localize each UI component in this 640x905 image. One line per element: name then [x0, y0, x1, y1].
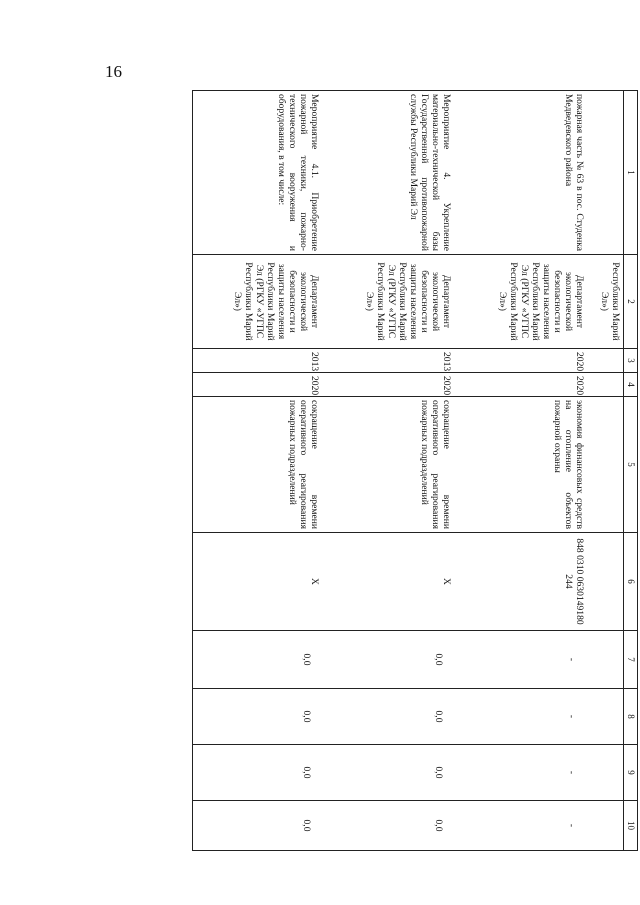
cell-result: экономия финансовых средств на отопление объектов пожарной охраны: [455, 397, 588, 533]
rotated-page-content: [142, 90, 638, 850]
cell-executor: Республики Марий Эл»): [588, 255, 624, 349]
cell-end-year: 2020: [455, 373, 588, 397]
cell-value: 0,0: [323, 801, 455, 851]
cell-start-year: 2020: [455, 349, 588, 373]
table-row: [323, 91, 455, 851]
cell-value: 0,0: [323, 631, 455, 689]
column-header: 10: [624, 801, 638, 851]
cell-value: [588, 801, 624, 851]
column-header: 1: [624, 91, 638, 255]
cell-value: -: [455, 631, 588, 689]
cell-start-year: 2013: [193, 349, 323, 373]
cell-budget-code: X: [323, 533, 455, 631]
cell-budget-code: X: [193, 533, 323, 631]
column-header: 8: [624, 689, 638, 745]
program-activities-table: [192, 90, 638, 851]
page-number: 16: [105, 62, 122, 81]
cell-end-year: 2020: [323, 373, 455, 397]
column-number-row: [624, 91, 638, 851]
cell-value: [588, 689, 624, 745]
cell-end-year: 2020: [193, 373, 323, 397]
table-row-continuation: [588, 91, 624, 851]
cell-executor: Департамент экологической безопасности и защиты населения Республики Марий Эл (РГКУ «УГПС Республики Марий Эл»): [455, 255, 588, 349]
cell-executor: Департамент экологической безопасности и защиты населения Республики Марий Эл (РГКУ «УГПС Республики Марий Эл»): [193, 255, 323, 349]
cell-value: 0,0: [193, 801, 323, 851]
cell-value: [588, 631, 624, 689]
cell-activity: Мероприятие 4. Укрепление материально-технической базы Государственной противопожарной службы Республики Марий Эл: [323, 91, 455, 255]
cell-value: -: [455, 745, 588, 801]
cell-activity: Мероприятие 4.1. Приобретение пожарной техники, пожарно-технического вооружения и оборудования, в том числе:: [193, 91, 323, 255]
cell-value: 0,0: [193, 745, 323, 801]
column-header: 9: [624, 745, 638, 801]
column-header: 6: [624, 533, 638, 631]
cell-value: 0,0: [323, 689, 455, 745]
cell-value: 0,0: [193, 689, 323, 745]
cell-value: -: [455, 801, 588, 851]
cell-budget-code: [588, 533, 624, 631]
cell-value: 0,0: [323, 745, 455, 801]
cell-activity: пожарная часть № 63 в пос. Студенка Медведевского района: [455, 91, 588, 255]
cell-activity: [588, 91, 624, 255]
cell-result: сокращение времени оперативного реагирования пожарных подразделений: [193, 397, 323, 533]
cell-result: [588, 397, 624, 533]
cell-end-year: [588, 373, 624, 397]
cell-start-year: [588, 349, 624, 373]
cell-executor: Департамент экологической безопасности и защиты населения Республики Марий Эл (РГКУ «УГПС Республики Марий Эл»): [323, 255, 455, 349]
column-header: 4: [624, 373, 638, 397]
column-header: 5: [624, 397, 638, 533]
cell-value: 0,0: [193, 631, 323, 689]
column-header: 7: [624, 631, 638, 689]
column-header: 2: [624, 255, 638, 349]
column-header: 3: [624, 349, 638, 373]
table-row: [193, 91, 323, 851]
cell-value: -: [455, 689, 588, 745]
cell-start-year: 2013: [323, 349, 455, 373]
cell-value: [588, 745, 624, 801]
table-row: [455, 91, 588, 851]
cell-budget-code: 848 0310 0630149180 244: [455, 533, 588, 631]
cell-result: сокращение времени оперативного реагирования пожарных подразделений: [323, 397, 455, 533]
